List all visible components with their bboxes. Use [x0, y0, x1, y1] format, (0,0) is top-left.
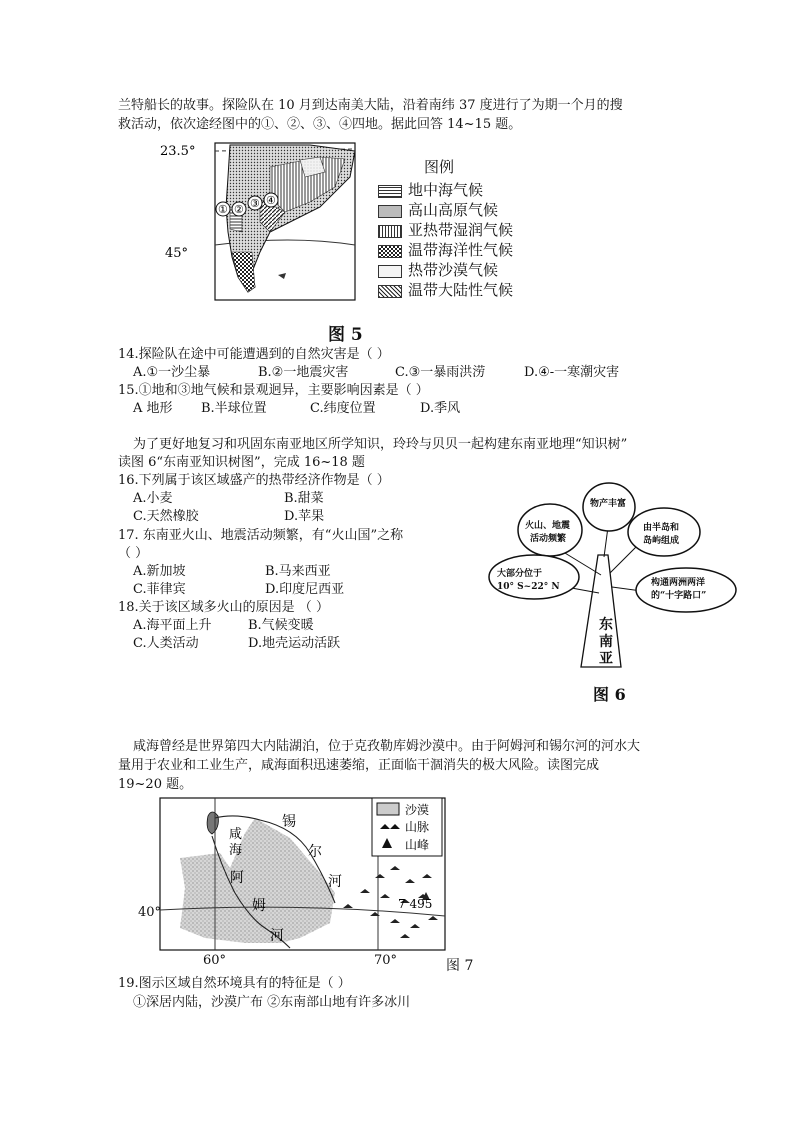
- q16-option-a[interactable]: A.小麦: [133, 491, 173, 506]
- fig7-legend: [372, 798, 442, 856]
- intro3-line1: 咸海曾经是世界第四大内陆湖泊，位于克孜勒库姆沙漠中。由于阿姆河和锡尔河的河水大: [133, 739, 641, 754]
- amu-river-1: 阿: [230, 870, 244, 886]
- lat-23-5-label: 23.5°: [160, 144, 196, 159]
- q16-stem: 16.下列属于该区域盛产的热带经济作物是（ ）: [118, 473, 390, 488]
- legend-item: [378, 181, 483, 199]
- trunk-char-2: 南: [599, 634, 613, 650]
- trunk-char-3: 亚: [599, 651, 613, 667]
- legend-title: 图例: [424, 158, 455, 176]
- q18-option-c[interactable]: C.人类活动: [133, 636, 199, 651]
- fig6-caption: 图 6: [593, 685, 626, 704]
- bubble-crossroads-line1: 构通两洲两洋: [651, 578, 706, 588]
- bubble-peninsula-line2: 岛屿组成: [643, 536, 680, 546]
- intro3-line2: 量用于农业和工业生产，咸海面积迅速萎缩，正面临干涸消失的极大风险。读图完成: [118, 758, 600, 773]
- marker-3: ③: [250, 197, 260, 210]
- q15-stem: 15.①地和③地气候和景观迥异，主要影响因素是（ ）: [118, 383, 429, 398]
- q17-option-c[interactable]: C.菲律宾: [133, 582, 186, 597]
- bubble-volcano-line2: 活动频繁: [530, 534, 567, 544]
- bubble-crossroads-line2: 的“十字路口”: [651, 591, 707, 601]
- q15-option-c[interactable]: C.纬度位置: [310, 401, 376, 416]
- lake-label-2: 海: [229, 843, 243, 858]
- lat-45-label: 45°: [165, 246, 189, 261]
- continental-swatch: [378, 285, 402, 298]
- amu-river-2: 姆: [252, 898, 266, 914]
- marker-4: ④: [266, 194, 276, 207]
- bubble-latitude-line1: 大部分位于: [497, 569, 543, 579]
- legend-label: 地中海气候: [408, 181, 484, 199]
- syr-river-2: 尔: [308, 844, 322, 860]
- intro1-line1: 兰特船长的故事。探险队在 10 月到达南美大陆，沿着南纬 37 度进行了为期一个月的搜: [118, 98, 623, 113]
- q16-option-b[interactable]: B.甜菜: [284, 491, 324, 506]
- peak-elevation: 7 495: [398, 897, 433, 911]
- q15-option-b[interactable]: B.半球位置: [201, 401, 267, 416]
- bubble-products: 物产丰富: [590, 499, 627, 509]
- q17-stem: 17. 东南亚火山、地震活动频繁，有“火山国”之称: [118, 528, 404, 543]
- q18-option-a[interactable]: A.海平面上升: [133, 618, 212, 633]
- q14-option-d[interactable]: D.④-一寒潮灾害: [524, 365, 620, 380]
- q18-option-b[interactable]: B.气候变暖: [248, 618, 314, 633]
- q16-option-d[interactable]: D.苹果: [284, 509, 325, 524]
- amu-river-3: 河: [270, 928, 284, 944]
- legend-label: 热带沙漠气候: [408, 261, 499, 279]
- legend-label: 高山高原气候: [408, 201, 499, 219]
- lake-label-1: 咸: [229, 827, 243, 842]
- q19-items: ①深居内陆，沙漠广布 ②东南部山地有许多冰川: [133, 995, 411, 1010]
- highland-swatch: [378, 205, 402, 218]
- intro2-line1: 为了更好地复习和巩固东南亚地区所学知识，玲玲与贝贝一起构建东南亚地理“知识树”: [133, 437, 628, 452]
- fig7-caption: 图 7: [446, 958, 474, 974]
- legend-peak: 山峰: [405, 838, 430, 852]
- legend-item: [378, 261, 498, 279]
- q18-stem: 18.关于该区域多火山的原因是 （ ）: [118, 600, 329, 615]
- q17-option-b[interactable]: B.马来西亚: [265, 564, 331, 579]
- subtropical-swatch: [378, 225, 402, 238]
- q17-option-d[interactable]: D.印度尼西亚: [265, 582, 345, 597]
- q14-stem: 14.探险队在途中可能遭遇到的自然灾害是（ ）: [118, 347, 390, 362]
- lon-60-label: 60°: [203, 953, 227, 968]
- q19-stem: 19.图示区域自然环境具有的特征是（ ）: [118, 976, 351, 991]
- bubble-volcano-line1: 火山、地震: [525, 521, 571, 531]
- bubble-latitude-line2: 10° S~22° N: [497, 582, 560, 592]
- sand-swatch: [377, 803, 399, 815]
- q14-option-a[interactable]: A.①一沙尘暴: [133, 365, 211, 380]
- desert-swatch: [378, 265, 402, 278]
- q14-option-c[interactable]: C.③一暴雨洪涝: [395, 365, 486, 380]
- q14-option-b[interactable]: B.②一地震灾害: [258, 365, 349, 380]
- marker-1: ①: [218, 203, 228, 216]
- intro1-line2: 救活动，依次途经图中的①、②、③、④四地。据此回答 14~15 题。: [118, 117, 522, 132]
- legend-item: [378, 241, 513, 259]
- q15-option-a[interactable]: A 地形: [133, 401, 173, 416]
- lon-70-label: 70°: [374, 953, 398, 968]
- q17-paren: （ ）: [118, 546, 149, 561]
- oceanic-swatch: [378, 245, 402, 258]
- legend-item: [378, 281, 513, 299]
- q15-option-d[interactable]: D.季风: [420, 401, 461, 416]
- intro3-line3: 19~20 题。: [118, 777, 193, 792]
- legend-label: 亚热带湿润气候: [408, 221, 514, 239]
- trunk-char-1: 东: [599, 617, 613, 633]
- legend-desert: 沙漠: [405, 803, 430, 817]
- mediterranean-swatch: [378, 185, 402, 198]
- syr-river-3: 河: [328, 874, 342, 890]
- intro2-line2: 读图 6“东南亚知识树图”，完成 16~18 题: [118, 455, 365, 470]
- legend-item: [378, 221, 513, 239]
- legend-label: 温带海洋性气候: [408, 241, 514, 259]
- legend-mountain: 山脉: [405, 820, 430, 834]
- q16-option-c[interactable]: C.天然橡胶: [133, 509, 199, 524]
- lat-40-label: 40°: [138, 905, 162, 920]
- legend-item: [378, 201, 498, 219]
- syr-river-1: 锡: [282, 814, 296, 830]
- marker-2: ②: [234, 203, 244, 216]
- fig5-caption: 图 5: [328, 325, 363, 345]
- q18-option-d[interactable]: D.地壳运动活跃: [248, 636, 341, 651]
- legend-label: 温带大陆性气候: [408, 281, 514, 299]
- q17-option-a[interactable]: A.新加坡: [133, 564, 186, 579]
- bubble-peninsula-line1: 由半岛和: [643, 523, 680, 533]
